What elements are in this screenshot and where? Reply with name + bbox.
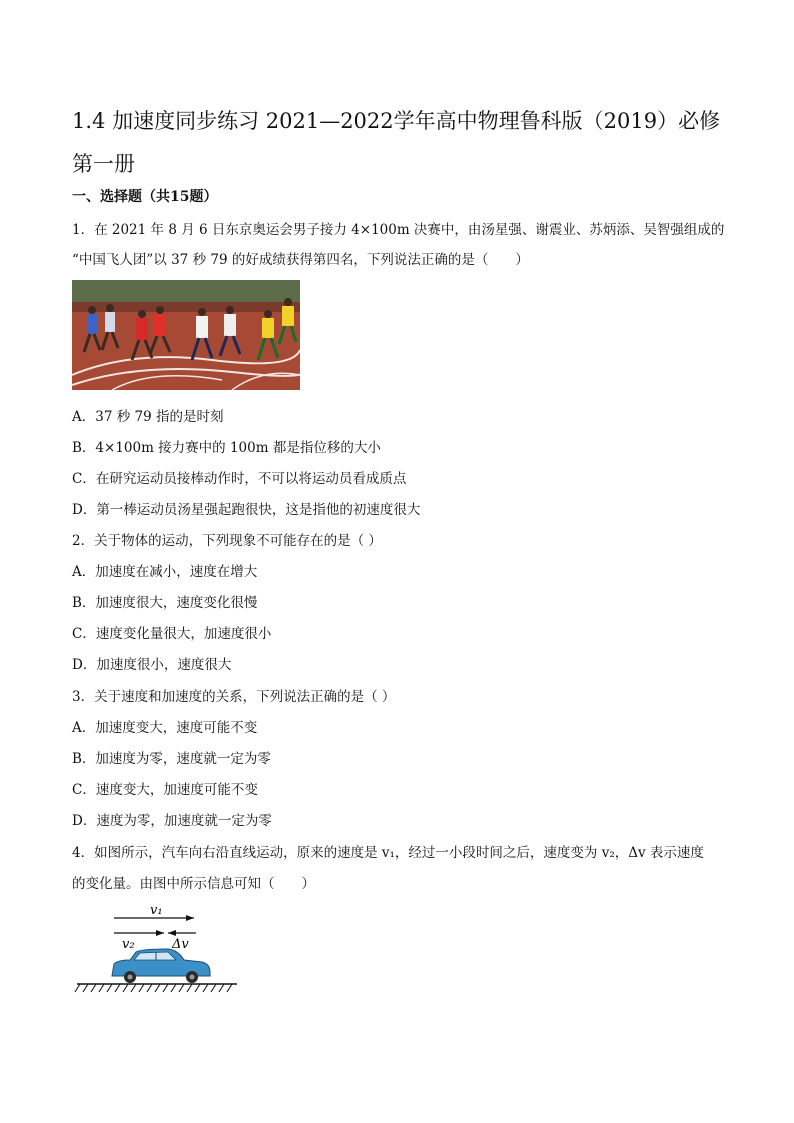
section-heading: 一、选择题（共15题） [72, 189, 218, 205]
v2-label: v₂ [122, 937, 135, 952]
q1-option-c: C．在研究运动员接棒动作时，不可以将运动员看成质点 [72, 471, 407, 487]
car-icon [112, 949, 210, 983]
car-velocity-diagram [72, 900, 242, 995]
q2-option-c: C．速度变化量很大，加速度很小 [72, 626, 272, 642]
relay-race-photo [72, 280, 300, 390]
q1-option-a: A．37 秒 79 指的是时刻 [72, 409, 224, 425]
q2-stem: 2．关于物体的运动，下列现象不可能存在的是（ ） [72, 533, 382, 549]
dv-label: Δv [172, 937, 189, 952]
q1-option-d: D．第一棒运动员汤星强起跑很快，这是指他的初速度很大 [72, 502, 421, 518]
q3-option-c: C．速度变大，加速度可能不变 [72, 782, 258, 798]
v1-label: v₁ [150, 903, 163, 918]
q3-stem: 3．关于速度和加速度的关系，下列说法正确的是（ ） [72, 689, 396, 705]
q3-option-d: D．速度为零，加速度就一定为零 [72, 813, 272, 829]
page-title: 1.4 加速度同步练习 2021—2022学年高中物理鲁科版（2019）必修第一册 [72, 109, 721, 176]
q3-option-b: B．加速度为零，速度就一定为零 [72, 751, 271, 767]
ground-hatching [75, 984, 232, 992]
q1-stem-line2: “中国飞人团”以 37 秒 79 的好成绩获得第四名，下列说法正确的是（ ） [72, 252, 529, 268]
q1-stem-line1: 1．在 2021 年 8 月 6 日东京奥运会男子接力 4×100m 决赛中，由汤星强、谢震业、苏炳添、吴智强组成的 [72, 222, 725, 238]
q2-option-d: D．加速度很小，速度很大 [72, 657, 232, 673]
q4-stem-line2: 的变化量。由图中所示信息可知（ ） [72, 876, 315, 892]
q2-option-b: B．加速度很大，速度变化很慢 [72, 595, 258, 611]
q4-stem-line1: 4．如图所示，汽车向右沿直线运动，原来的速度是 v₁，经过一小段时间之后，速度变为 v₂，Δv 表示速度 [72, 845, 704, 861]
q1-option-b: B．4×100m 接力赛中的 100m 都是指位移的大小 [72, 440, 381, 456]
q2-option-a: A．加速度在减小，速度在增大 [72, 564, 258, 580]
q3-option-a: A．加速度变大，速度可能不变 [72, 720, 258, 736]
